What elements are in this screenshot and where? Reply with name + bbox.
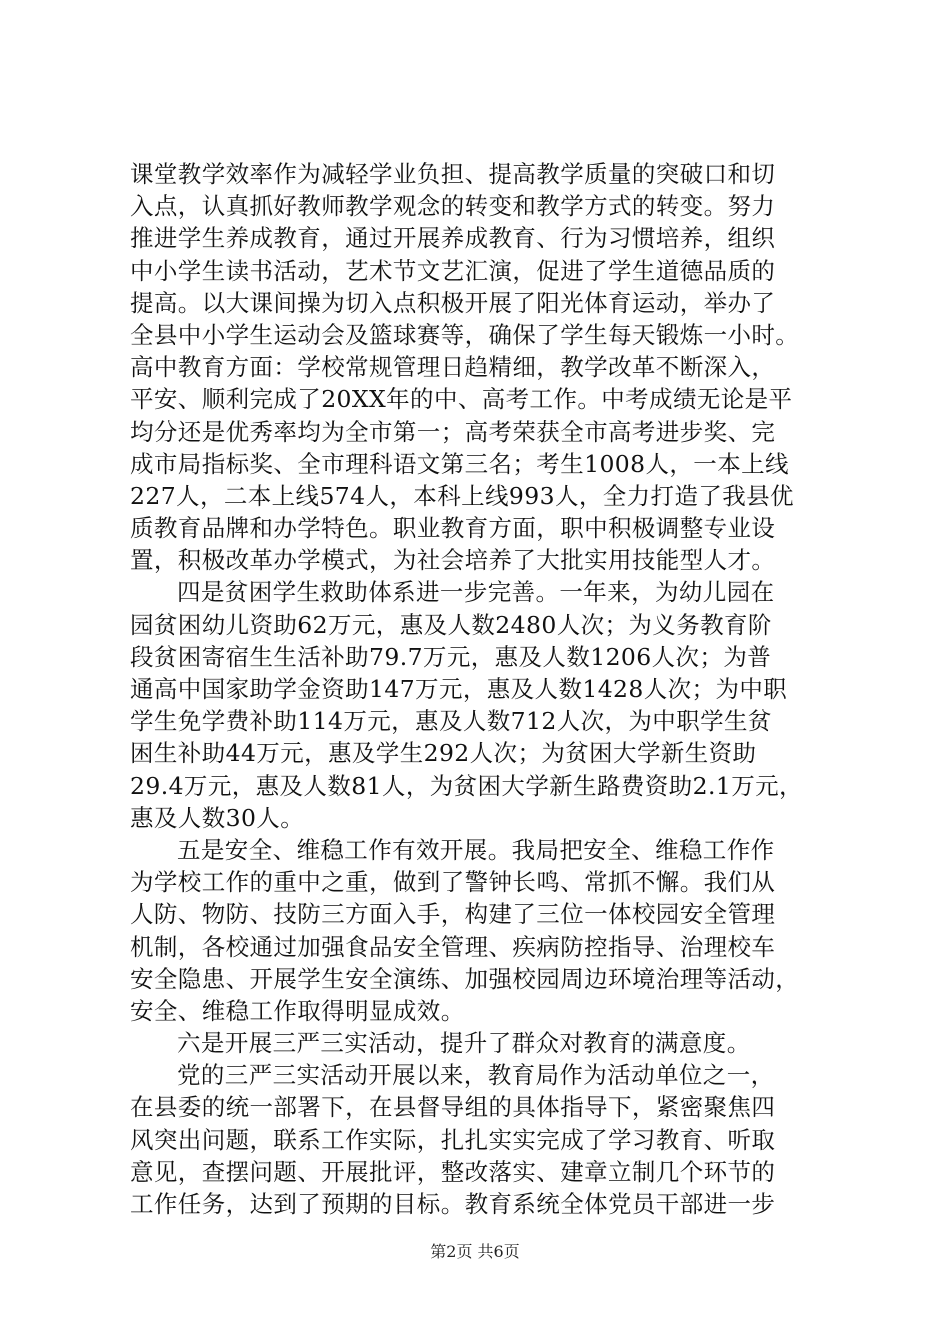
paragraph-start-line: 四是贫困学生救助体系进一步完善。一年来，为幼儿园在	[177, 578, 775, 607]
text-line: 风突出问题，联系工作实际，扎扎实实完成了学习教育、听取	[130, 1125, 776, 1154]
text-line: 全县中小学生运动会及篮球赛等，确保了学生每天锻炼一小时。	[130, 320, 800, 349]
text-line: 学生免学费补助114万元，惠及人数712人次，为中职学生贫	[130, 707, 772, 736]
text-line: 为学校工作的重中之重，做到了警钟长鸣、常抓不懈。我们从	[130, 868, 776, 897]
page-number-footer: 第2页 共6页	[430, 1242, 520, 1261]
text-line: 高中教育方面：学校常规管理日趋精细，教学改革不断深入，	[130, 353, 776, 382]
paragraph-start-line: 五是安全、维稳工作有效开展。我局把安全、维稳工作作	[177, 835, 775, 864]
text-line: 29.4万元，惠及人数81人，为贫困大学新生路费资助2.1万元，	[130, 771, 803, 800]
text-line: 均分还是优秀率均为全市第一；高考荣获全市高考进步奖、完	[130, 417, 776, 446]
text-line: 置，积极改革办学模式，为社会培养了大批实用技能型人才。	[130, 546, 776, 575]
text-line: 惠及人数30人。	[130, 803, 305, 832]
text-line: 工作任务，达到了预期的目标。教育系统全体党员干部进一步	[130, 1190, 776, 1218]
text-line: 推进学生养成教育，通过开展养成教育、行为习惯培养，组织	[130, 224, 776, 253]
text-line: 提高。以大课间操为切入点积极开展了阳光体育运动，举办了	[130, 288, 776, 317]
text-line: 通高中国家助学金资助147万元，惠及人数1428人次；为中职	[130, 675, 788, 703]
text-line: 困生补助44万元，惠及学生292人次；为贫困大学新生资助	[130, 739, 757, 768]
text-line: 机制，各校通过加强食品安全管理、疾病防控指导、治理校车	[130, 932, 776, 961]
text-line: 意见，查摆问题、开展批评，整改落实、建章立制几个环节的	[130, 1157, 776, 1186]
text-line: 质教育品牌和办学特色。职业教育方面，职中积极调整专业设	[130, 514, 776, 543]
text-line: 平安、顺利完成了20XX年的中、高考工作。中考成绩无论是平	[130, 385, 793, 414]
text-line: 中小学生读书活动，艺术节文艺汇演，促进了学生道德品质的	[130, 256, 776, 285]
paragraph-start-line: 六是开展三严三实活动，提升了群众对教育的满意度。	[177, 1029, 751, 1058]
text-line: 安全隐患、开展学生安全演练、加强校园周边环境治理等活动，	[130, 964, 800, 993]
text-line: 段贫困寄宿生生活补助79.7万元，惠及人数1206人次；为普	[130, 642, 772, 671]
text-line: 成市局指标奖、全市理科语文第三名；考生1008人，一本上线	[130, 449, 789, 478]
text-line: 安全、维稳工作取得明显成效。	[130, 996, 465, 1025]
document-body	[130, 158, 845, 1220]
paragraph-start-line: 党的三严三实活动开展以来，教育局作为活动单位之一，	[177, 1061, 775, 1090]
text-line: 入点，认真抓好教师教学观念的转变和教学方式的转变。努力	[130, 192, 776, 221]
text-line: 在县委的统一部署下，在县督导组的具体指导下，紧密聚焦四	[130, 1093, 776, 1122]
text-line: 园贫困幼儿资助62万元，惠及人数2480人次；为义务教育阶	[130, 610, 772, 639]
text-line: 227人，二本上线574人，本科上线993人，全力打造了我县优	[130, 481, 794, 510]
text-line: 课堂教学效率作为减轻学业负担、提高教学质量的突破口和切	[130, 160, 776, 188]
text-line: 人防、物防、技防三方面入手，构建了三位一体校园安全管理	[130, 900, 776, 929]
